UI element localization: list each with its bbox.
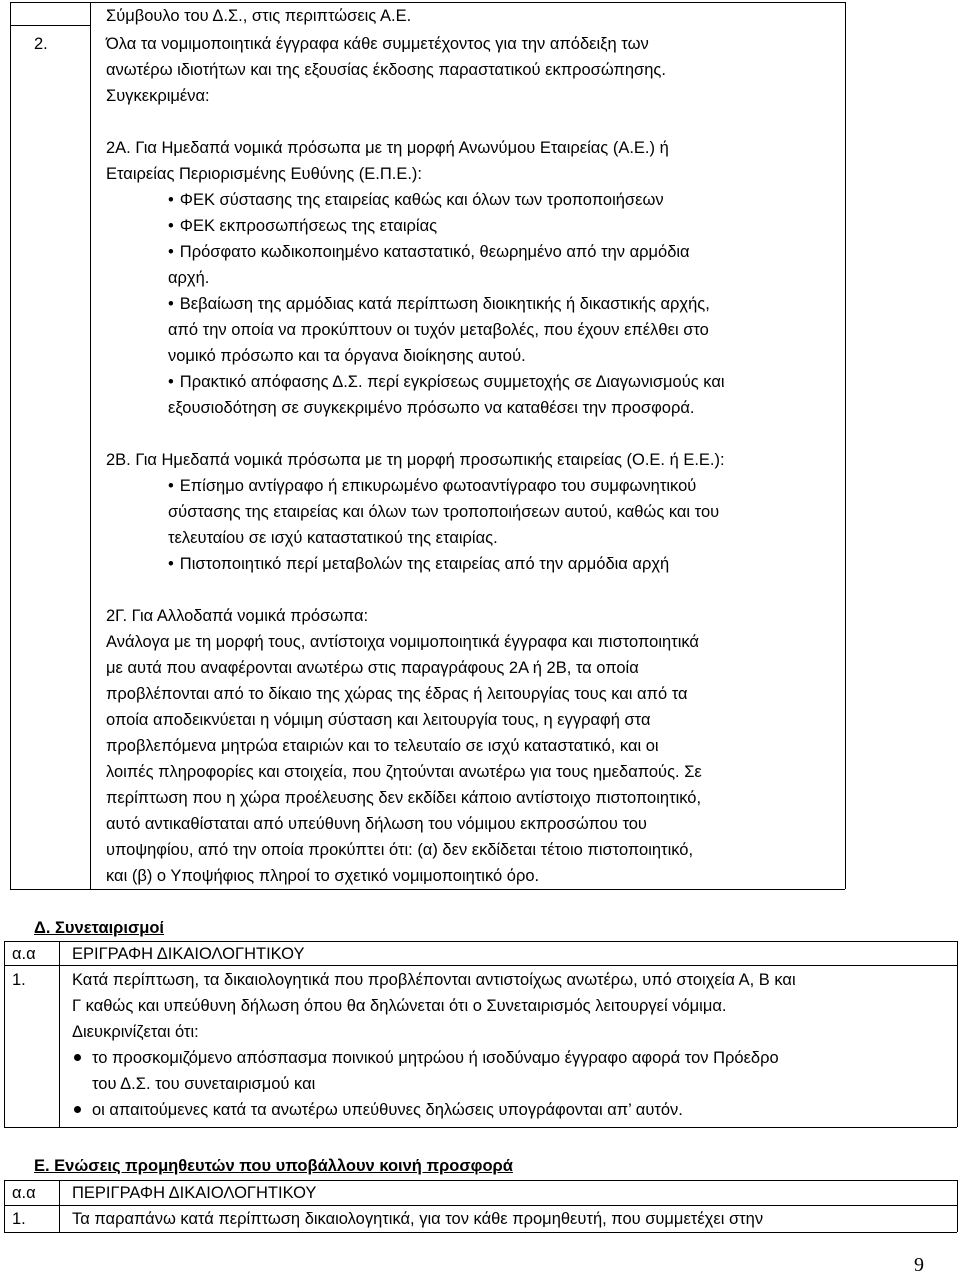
list-item: • Πιστοποιητικό περί μεταβολών της εταιρείας από την αρμόδια αρχή xyxy=(168,554,669,574)
intro-line: ανωτέρω ιδιοτήτων και της εξουσίας έκδοσης παραστατικού εκπροσώπησης. xyxy=(106,61,666,79)
list-item: το προσκομιζόμενο απόσπασμα ποινικού μητρώου ή ισοδύναμο έγγραφο αφορά τον Πρόεδρο xyxy=(92,1049,779,1067)
list-item: • ΦΕΚ σύστασης της εταιρείας καθώς και όλων των τροποποιήσεων xyxy=(168,190,664,210)
intro-line: Όλα τα νομιμοποιητικά έγγραφα κάθε συμμετέχοντος για την απόδειξη των xyxy=(106,35,649,53)
previous-row-text: Σύμβουλο του Δ.Σ., στις περιπτώσεις Α.Ε. xyxy=(106,7,412,25)
row-text-line: Κατά περίπτωση, τα δικαιολογητικά που προβλέπονται αντιστοίχως ανωτέρω, υπό στοιχεία Α, Β και xyxy=(72,971,796,989)
list-item: • ΦΕΚ εκπροσωπήσεως της εταιρίας xyxy=(168,216,437,236)
bullet-icon xyxy=(74,1106,81,1113)
list-item: • Πρόσφατο κωδικοποιημένο καταστατικό, θεωρημένο από την αρμόδια xyxy=(168,242,690,262)
list-item-continued: εξουσιοδότηση σε συγκεκριμένο πρόσωπο να καταθέσει την προσφορά. xyxy=(168,399,695,417)
bullet-icon xyxy=(74,1054,81,1061)
row-text-line: Γ καθώς και υπεύθυνη δήλωση όπου θα δηλώνεται ότι ο Συνεταιρισμός λειτουργεί νόμιμα. xyxy=(72,997,727,1015)
column-header-description: ΕΡΙΓΡΑΦΗ ΔΙΚΑΙΟΛΟΓΗΤΙΚΟΥ xyxy=(72,945,305,963)
row-number: 1. xyxy=(12,971,26,989)
list-item: οι απαιτούμενες κατά τα ανωτέρω υπεύθυνες δηλώσεις υπογράφονται απ’ αυτόν. xyxy=(92,1101,683,1119)
row-text-line: Διευκρινίζεται ότι: xyxy=(72,1023,199,1041)
column-header-aa: α.α xyxy=(12,945,36,963)
list-item-continued: τελευταίου σε ισχύ καταστατικού της εταιρίας. xyxy=(168,529,498,547)
column-header-description: ΠΕΡΙΓΡΑΦΗ ΔΙΚΑΙΟΛΟΓΗΤΙΚΟΥ xyxy=(72,1184,317,1202)
list-item: • Επίσημο αντίγραφο ή επικυρωμένο φωτοαντίγραφο του συμφωνητικού xyxy=(168,476,696,496)
row-text-line: Τα παραπάνω κατά περίπτωση δικαιολογητικά, για τον κάθε προμηθευτή, που συμμετέχει στην xyxy=(72,1210,764,1228)
section-2c-heading: 2Γ. Για Αλλοδαπά νομικά πρόσωπα: xyxy=(106,607,369,625)
list-item-continued: σύστασης της εταιρείας και όλων των τροποποιήσεων αυτού, καθώς και του xyxy=(168,503,720,521)
paragraph-line: και (β) ο Υποψήφιος πληροί το σχετικό νομιμοποιητικό όρο. xyxy=(106,867,540,885)
section-heading-supplier-unions: Ε. Ενώσεις προμηθευτών που υποβάλλουν κοινή προσφορά xyxy=(34,1157,513,1175)
section-2b-heading: 2Β. Για Ημεδαπά νομικά πρόσωπα με τη μορφή προσωπικής εταιρείας (Ο.Ε. ή Ε.Ε.): xyxy=(106,451,725,469)
paragraph-line: οποία αποδεικνύεται η νόμιμη σύσταση και λειτουργία τους, η εγγραφή στα xyxy=(106,711,651,729)
row-number: 1. xyxy=(12,1210,26,1228)
page-number: 9 xyxy=(914,1254,924,1276)
list-item: • Βεβαίωση της αρμόδιας κατά περίπτωση διοικητικής ή δικαστικής αρχής, xyxy=(168,294,710,314)
list-item-continued: του Δ.Σ. του συνεταιρισμού και xyxy=(92,1075,316,1093)
paragraph-line: περίπτωση που η χώρα προέλευσης δεν εκδίδει κάποιο αντίστοιχο πιστοποιητικό, xyxy=(106,789,702,807)
paragraph-line: υποψηφίου, από την οποία προκύπτει ότι: (α) δεν εκδίδεται τέτοιο πιστοποιητικό, xyxy=(106,841,694,859)
list-item: • Πρακτικό απόφασης Δ.Σ. περί εγκρίσεως συμμετοχής σε Διαγωνισμούς και xyxy=(168,372,725,392)
intro-line: Συγκεκριμένα: xyxy=(106,87,210,105)
list-item-continued: από την οποία να προκύπτουν οι τυχόν μεταβολές, που έχουν επέλθει στο xyxy=(168,321,709,339)
paragraph-line: αυτό αντικαθίσταται από υπεύθυνη δήλωση του νόμιμου εκπροσώπου του xyxy=(106,815,647,833)
paragraph-line: Ανάλογα με τη μορφή τους, αντίστοιχα νομιμοποιητικά έγγραφα και πιστοποιητικά xyxy=(106,633,699,651)
list-item-continued: νομικό πρόσωπο και τα όργανα διοίκησης αυτού. xyxy=(168,347,526,365)
paragraph-line: λοιπές πληροφορίες και στοιχεία, που ζητούνται ανωτέρω για τους ημεδαπούς. Σε xyxy=(106,763,702,781)
paragraph-line: προβλέπονται από το δίκαιο της χώρας της έδρας ή λειτουργίας τους και από τα xyxy=(106,685,688,703)
paragraph-line: με αυτά που αναφέρονται ανωτέρω στις παραγράφους 2Α ή 2Β, τα οποία xyxy=(106,659,639,677)
section-2a-heading: Εταιρείας Περιορισμένης Ευθύνης (Ε.Π.Ε.): xyxy=(106,165,422,183)
column-header-aa: α.α xyxy=(12,1184,36,1202)
list-item-continued: αρχή. xyxy=(168,269,210,287)
section-heading-cooperatives: Δ. Συνεταιρισμοί xyxy=(34,919,165,937)
row-number: 2. xyxy=(34,35,48,53)
paragraph-line: προβλεπόμενα μητρώα εταιριών και το τελευταίο σε ισχύ καταστατικό, και οι xyxy=(106,737,659,755)
section-2a-heading: 2Α. Για Ημεδαπά νομικά πρόσωπα με τη μορφή Ανωνύμου Εταιρείας (Α.Ε.) ή xyxy=(106,139,669,157)
